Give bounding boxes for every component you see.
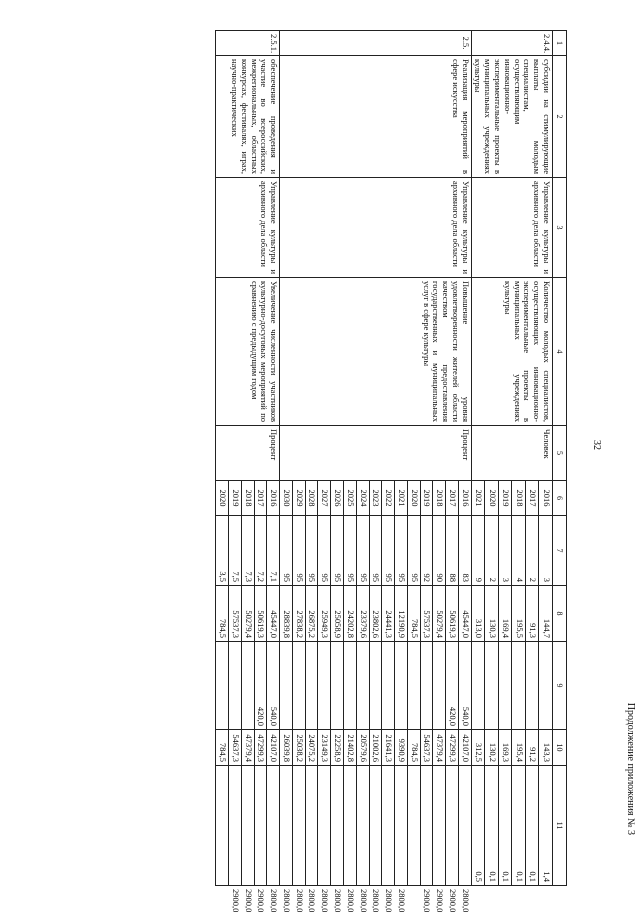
table-row: 2027 95 25949,3 23149,3 2800,0 bbox=[318, 31, 331, 886]
regional-funding-cell: 21641,3 bbox=[382, 730, 395, 766]
target-value-cell: 3 bbox=[498, 516, 512, 586]
year-cell: 2025 bbox=[344, 481, 357, 516]
total-funding-cell: 50619,3 bbox=[254, 586, 267, 642]
regional-funding-cell: 22258,9 bbox=[331, 730, 344, 766]
total-funding-cell: 24202,8 bbox=[344, 586, 357, 642]
federal-funding-cell bbox=[485, 642, 499, 730]
year-cell: 2020 bbox=[485, 481, 499, 516]
total-funding-cell: 169,4 bbox=[498, 586, 512, 642]
local-funding-cell: 0,1 bbox=[485, 766, 499, 886]
total-funding-cell: 26875,2 bbox=[305, 586, 318, 642]
regional-funding-cell: 26039,8 bbox=[280, 730, 293, 766]
regional-funding-cell: 195,4 bbox=[512, 730, 526, 766]
local-funding-cell bbox=[267, 766, 280, 886]
federal-funding-cell bbox=[305, 642, 318, 730]
total-funding-cell: 57537,3 bbox=[420, 586, 433, 642]
federal-funding-cell bbox=[241, 642, 254, 730]
regional-funding-cell: 784,5 bbox=[216, 730, 229, 766]
target-value-cell: 7,2 bbox=[254, 516, 267, 586]
federal-funding-cell bbox=[331, 642, 344, 730]
page-number: 32 bbox=[591, 440, 602, 450]
target-value-cell: 95 bbox=[305, 516, 318, 586]
local-funding-cell bbox=[229, 766, 242, 886]
federal-funding-cell: 540,0 bbox=[458, 642, 471, 730]
measure-name: Реализация мероприятий в сфере искусства bbox=[280, 56, 471, 178]
year-cell: 2021 bbox=[395, 481, 408, 516]
regional-funding-cell: 54637,3 bbox=[229, 730, 242, 766]
indicator-unit: Процент bbox=[280, 426, 471, 481]
federal-funding-cell bbox=[512, 642, 526, 730]
table-row: 2.5.1. обеспечение проведения и участие во всероссийских, межрегиональных, областных конкурсах, фестивалях, играх, научно-практических Управление культуры и архивного дела области Увеличение численности участников культурно-досуговых мероприятий по сравнению с предыдущим годом Процент 2016 7,1 45447,0 540,0 42107,0 2800,0 bbox=[267, 31, 280, 886]
regional-funding-cell: 21402,8 bbox=[344, 730, 357, 766]
table-row: 2.5. Реализация мероприятий в сфере искусства Управление культуры и архивного дела области Повышение уровня удовлетворенности жителей области качеством предоставления государственных и муниципальных услуг в сфере культуры Процент 2016 83 45447,0 540,0 42107,0 2800,0 bbox=[458, 31, 471, 886]
table-row: 2018 90 50279,4 47379,4 2900,0 bbox=[433, 31, 446, 886]
table-row: 2018 7,3 50279,4 47379,4 2900,0 bbox=[241, 31, 254, 886]
col-number: 11 bbox=[552, 766, 566, 886]
year-cell: 2016 bbox=[267, 481, 280, 516]
col-number: 6 bbox=[552, 481, 566, 516]
target-value-cell: 7,3 bbox=[241, 516, 254, 586]
regional-funding-cell: 47299,3 bbox=[446, 730, 459, 766]
federal-funding-cell bbox=[369, 642, 382, 730]
target-value-cell: 95 bbox=[382, 516, 395, 586]
local-funding-cell: 0,1 bbox=[512, 766, 526, 886]
year-cell: 2018 bbox=[433, 481, 446, 516]
local-funding-cell bbox=[331, 766, 344, 886]
col-number: 4 bbox=[552, 278, 566, 426]
local-funding-cell: 0,5 bbox=[471, 766, 485, 886]
indicator-name: Количество молодых специалистов, осуществляющих инновационно-экспериментальные проекты в муниципальных учреждениях культуры bbox=[471, 278, 552, 426]
year-cell: 2016 bbox=[539, 481, 553, 516]
local-funding-cell bbox=[433, 766, 446, 886]
year-cell: 2019 bbox=[420, 481, 433, 516]
measure-executor: Управление культуры и архивного дела области bbox=[280, 178, 471, 278]
federal-funding-cell bbox=[471, 642, 485, 730]
total-funding-cell: 50619,3 bbox=[446, 586, 459, 642]
local-funding-cell bbox=[458, 766, 471, 886]
regional-funding-cell: 91,2 bbox=[525, 730, 539, 766]
regional-funding-cell: 143,3 bbox=[539, 730, 553, 766]
column-number-row bbox=[552, 31, 566, 886]
federal-funding-cell bbox=[407, 642, 420, 730]
regional-funding-cell: 25038,2 bbox=[292, 730, 305, 766]
year-cell: 2026 bbox=[331, 481, 344, 516]
total-funding-cell: 25949,3 bbox=[318, 586, 331, 642]
target-value-cell: 95 bbox=[407, 516, 420, 586]
regional-funding-cell: 9390,9 bbox=[395, 730, 408, 766]
target-value-cell: 95 bbox=[356, 516, 369, 586]
federal-funding-cell: 420,0 bbox=[254, 642, 267, 730]
local-funding-cell bbox=[395, 766, 408, 886]
target-value-cell: 88 bbox=[446, 516, 459, 586]
local-funding-cell bbox=[356, 766, 369, 886]
table-row: 2030 95 28839,8 26039,8 2800,0 bbox=[280, 31, 293, 886]
year-cell: 2022 bbox=[382, 481, 395, 516]
local-funding-cell bbox=[369, 766, 382, 886]
total-funding-cell: 784,5 bbox=[216, 586, 229, 642]
col-number: 10 bbox=[552, 730, 566, 766]
table-row: 2024 95 23379,6 20579,6 2800,0 bbox=[356, 31, 369, 886]
year-cell: 2019 bbox=[498, 481, 512, 516]
regional-funding-cell: 130,2 bbox=[485, 730, 499, 766]
target-value-cell: 7,5 bbox=[229, 516, 242, 586]
federal-funding-cell bbox=[216, 642, 229, 730]
col-number: 9 bbox=[552, 642, 566, 730]
measure-number: 2.5.1. bbox=[216, 31, 280, 56]
indicator-unit: Процент bbox=[216, 426, 280, 481]
appendix-continuation-note: Продолжение приложения № 3 bbox=[625, 702, 636, 835]
table-row: 2019 7,5 57537,3 54637,3 2900,0 bbox=[229, 31, 242, 886]
regional-funding-cell: 47299,3 bbox=[254, 730, 267, 766]
year-cell: 2030 bbox=[280, 481, 293, 516]
regional-funding-cell: 47379,4 bbox=[241, 730, 254, 766]
federal-funding-cell bbox=[292, 642, 305, 730]
total-funding-cell: 195,5 bbox=[512, 586, 526, 642]
year-cell: 2017 bbox=[446, 481, 459, 516]
year-cell: 2028 bbox=[305, 481, 318, 516]
measure-executor: Управление культуры и архивного дела области bbox=[216, 178, 280, 278]
local-funding-cell: 0,1 bbox=[525, 766, 539, 886]
total-funding-cell: 784,5 bbox=[407, 586, 420, 642]
total-funding-cell: 130,3 bbox=[485, 586, 499, 642]
target-value-cell: 3,5 bbox=[216, 516, 229, 586]
total-funding-cell: 45447,0 bbox=[267, 586, 280, 642]
federal-funding-cell bbox=[433, 642, 446, 730]
table-row: 2029 95 27838,2 25038,2 2800,0 bbox=[292, 31, 305, 886]
target-value-cell: 95 bbox=[369, 516, 382, 586]
year-cell: 2017 bbox=[525, 481, 539, 516]
regional-funding-cell: 21002,6 bbox=[369, 730, 382, 766]
federal-funding-cell bbox=[395, 642, 408, 730]
target-value-cell: 2 bbox=[485, 516, 499, 586]
col-number: 1 bbox=[552, 31, 566, 56]
indicator-unit: Человек bbox=[471, 426, 552, 481]
year-cell: 2024 bbox=[356, 481, 369, 516]
local-funding-cell bbox=[254, 766, 267, 886]
regional-funding-cell: 23149,3 bbox=[318, 730, 331, 766]
table-row: 2025 95 24202,8 21402,8 2800,0 bbox=[344, 31, 357, 886]
table-row bbox=[539, 31, 553, 886]
federal-funding-cell bbox=[498, 642, 512, 730]
year-cell: 2017 bbox=[254, 481, 267, 516]
federal-funding-cell: 540,0 bbox=[267, 642, 280, 730]
table-row: 2028 95 26875,2 24075,2 2800,0 bbox=[305, 31, 318, 886]
federal-funding-cell bbox=[382, 642, 395, 730]
table-row: 2026 95 25058,9 22258,9 2800,0 bbox=[331, 31, 344, 886]
year-cell: 2019 bbox=[229, 481, 242, 516]
col-number: 2 bbox=[552, 56, 566, 178]
col-number: 8 bbox=[552, 586, 566, 642]
local-funding-cell bbox=[280, 766, 293, 886]
measure-name: обеспечение проведения и участие во всероссийских, межрегиональных, областных конкурсах, фестивалях, играх, научно-практических bbox=[216, 56, 280, 178]
target-value-cell: 95 bbox=[280, 516, 293, 586]
target-value-cell: 9 bbox=[471, 516, 485, 586]
target-value-cell: 2 bbox=[525, 516, 539, 586]
regional-funding-cell: 784,5 bbox=[407, 730, 420, 766]
table-row: 2023 95 23802,6 21002,6 2800,0 bbox=[369, 31, 382, 886]
indicator-name: Повышение уровня удовлетворенности жителей области качеством предоставления государственных и муниципальных услуг в сфере культуры bbox=[280, 278, 471, 426]
measure-number: 2.5. bbox=[280, 31, 471, 56]
indicator-name: Увеличение численности участников культурно-досуговых мероприятий по сравнению с предыдущим годом bbox=[216, 278, 280, 426]
total-funding-cell: 50279,4 bbox=[241, 586, 254, 642]
target-value-cell: 4 bbox=[512, 516, 526, 586]
federal-funding-cell bbox=[356, 642, 369, 730]
program-measures-table bbox=[215, 30, 567, 912]
year-cell: 2020 bbox=[216, 481, 229, 516]
year-cell: 2020 bbox=[407, 481, 420, 516]
table-row: 2021 95 12190,9 9390,9 2800,0 bbox=[395, 31, 408, 886]
total-funding-cell: 91,3 bbox=[525, 586, 539, 642]
regional-funding-cell: 47379,4 bbox=[433, 730, 446, 766]
regional-funding-cell: 312,5 bbox=[471, 730, 485, 766]
local-funding-cell bbox=[292, 766, 305, 886]
year-cell: 2018 bbox=[241, 481, 254, 516]
target-value-cell: 95 bbox=[292, 516, 305, 586]
local-funding-cell bbox=[241, 766, 254, 886]
federal-funding-cell bbox=[344, 642, 357, 730]
col-number: 7 bbox=[552, 516, 566, 586]
measure-name: субсидии на стимулирующие выплаты молодым специалистам, осуществляющим инновационно-экспериментальные проекты в муниципальных учреждениях культуры bbox=[471, 56, 552, 178]
regional-funding-cell: 54637,3 bbox=[420, 730, 433, 766]
target-value-cell: 92 bbox=[420, 516, 433, 586]
local-funding-cell: 1,4 bbox=[539, 766, 553, 886]
federal-funding-cell bbox=[539, 642, 553, 730]
year-cell: 2027 bbox=[318, 481, 331, 516]
target-value-cell: 95 bbox=[395, 516, 408, 586]
total-funding-cell: 144,7 bbox=[539, 586, 553, 642]
total-funding-cell: 23802,6 bbox=[369, 586, 382, 642]
regional-funding-cell: 42107,0 bbox=[458, 730, 471, 766]
measure-number: 2.4.4. bbox=[471, 31, 552, 56]
table-row: 2017 88 50619,3 420,0 47299,3 2900,0 bbox=[446, 31, 459, 886]
local-funding-cell bbox=[344, 766, 357, 886]
local-funding-cell bbox=[216, 766, 229, 886]
regional-funding-cell: 169,3 bbox=[498, 730, 512, 766]
local-funding-cell: 0,1 bbox=[498, 766, 512, 886]
local-funding-cell bbox=[420, 766, 433, 886]
total-funding-cell: 28839,8 bbox=[280, 586, 293, 642]
total-funding-cell: 313,0 bbox=[471, 586, 485, 642]
total-funding-cell: 57537,3 bbox=[229, 586, 242, 642]
federal-funding-cell bbox=[420, 642, 433, 730]
table-row: 2017 7,2 50619,3 420,0 47299,3 2900,0 bbox=[254, 31, 267, 886]
target-value-cell: 90 bbox=[433, 516, 446, 586]
target-value-cell: 3 bbox=[539, 516, 553, 586]
federal-funding-cell: 420,0 bbox=[446, 642, 459, 730]
col-number: 3 bbox=[552, 178, 566, 278]
year-cell: 2021 bbox=[471, 481, 485, 516]
local-funding-cell bbox=[407, 766, 420, 886]
local-funding-cell bbox=[446, 766, 459, 886]
total-funding-cell: 27838,2 bbox=[292, 586, 305, 642]
table-row: 2019 92 57537,3 54637,3 2900,0 bbox=[420, 31, 433, 886]
federal-funding-cell bbox=[318, 642, 331, 730]
local-funding-cell bbox=[305, 766, 318, 886]
total-funding-cell: 45447,0 bbox=[458, 586, 471, 642]
target-value-cell: 95 bbox=[344, 516, 357, 586]
total-funding-cell: 12190,9 bbox=[395, 586, 408, 642]
total-funding-cell: 23379,6 bbox=[356, 586, 369, 642]
federal-funding-cell bbox=[229, 642, 242, 730]
total-funding-cell: 24441,3 bbox=[382, 586, 395, 642]
target-value-cell: 95 bbox=[331, 516, 344, 586]
target-value-cell: 7,1 bbox=[267, 516, 280, 586]
measure-executor: Управление культуры и архивного дела области bbox=[471, 178, 552, 278]
year-cell: 2018 bbox=[512, 481, 526, 516]
total-funding-cell: 25058,9 bbox=[331, 586, 344, 642]
total-funding-cell: 50279,4 bbox=[433, 586, 446, 642]
table-row: 2022 95 24441,3 21641,3 2800,0 bbox=[382, 31, 395, 886]
federal-funding-cell bbox=[280, 642, 293, 730]
col-number: 5 bbox=[552, 426, 566, 481]
federal-funding-cell bbox=[525, 642, 539, 730]
target-value-cell: 83 bbox=[458, 516, 471, 586]
year-cell: 2029 bbox=[292, 481, 305, 516]
regional-funding-cell: 24075,2 bbox=[305, 730, 318, 766]
regional-funding-cell: 20579,6 bbox=[356, 730, 369, 766]
local-funding-cell bbox=[382, 766, 395, 886]
local-funding-cell bbox=[318, 766, 331, 886]
target-value-cell: 95 bbox=[318, 516, 331, 586]
year-cell: 2016 bbox=[458, 481, 471, 516]
year-cell: 2023 bbox=[369, 481, 382, 516]
regional-funding-cell: 42107,0 bbox=[267, 730, 280, 766]
